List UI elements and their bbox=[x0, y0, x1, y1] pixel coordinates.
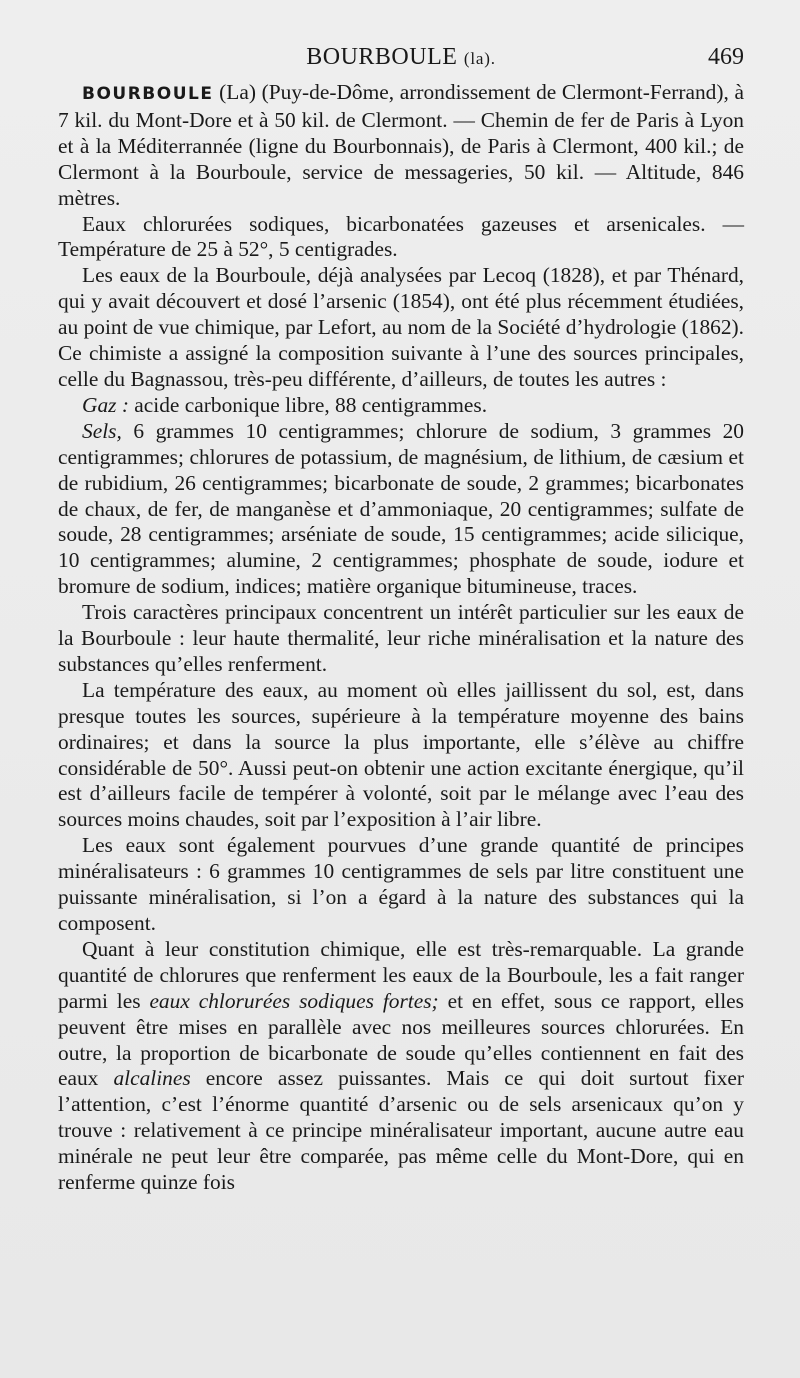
gas-text: acide carbonique libre, 88 centigrammes. bbox=[128, 392, 488, 417]
body-text bbox=[58, 80, 744, 1196]
composition-italic-2: alcalines bbox=[113, 1066, 191, 1091]
paragraph-salts bbox=[58, 419, 744, 600]
paragraph-characteristics: Trois caractères principaux concentrent un intérêt particulier sur les eaux de la Bourboule : leur haute thermalité, leur riche minéralisation et la nature des substances qu’elles renferment. bbox=[58, 600, 744, 676]
composition-text-b: et en effet, sous ce rapport, elles peuvent être mises en parallèle avec nos meilleures sources chlorurées. En outre, la proportion de bicarbonate de soude qu’elles contiennent en fait des eaux bbox=[58, 988, 745, 1091]
salts-text: 6 grammes 10 centigrammes; chlorure de sodium, 3 grammes 20 centigrammes; chlorures de potassium, de magnésium, de lithium, de cæsium et de rubidium, 26 centigrammes; bicarbonate de soude, 2 grammes; bicarbonates de chaux, de fer, de manganèse et d’ammoniaque, 20 centigrammes; sulfate de soude, 28 centigrammes; arséniate de soude, 15 centigrammes; acide silicique, 10 centigrammes; alumine, 2 centigrammes; phosphate de soude, iodure et bromure de sodium, indices; matière organique bitumineuse, traces. bbox=[58, 418, 744, 599]
paragraph-temperature: La température des eaux, au moment où elles jaillissent du sol, est, dans presque toutes les sources, supérieure à la température moyenne des bains ordinaires; et dans la source la plus importante, elle s’élève au chiffre considérable de 50°. Aussi peut-on obtenir une action excitante énergique, qu’il est d’ailleurs facile de tempérer à volonté, soit par le mélange avec l’eau des sources moins chaudes, soit par l’exposition à l’air libre. bbox=[58, 677, 744, 832]
gas-label: Gaz : bbox=[82, 392, 129, 417]
paragraph-water-type: Eaux chlorurées sodiques, bicarbonatées gazeuses et arsenicales. — Température de 25 à 52°, 5 centigrades. bbox=[58, 211, 744, 262]
entry-paragraph bbox=[58, 80, 744, 212]
composition-text-c: encore assez puissantes. Mais ce qui doit surtout fixer l’attention, c’est l’énorme quantité d’arsenic ou de sels arsenicaux qu’on y trouve : relativement à ce principe minéralisateur important, aucune autre eau minérale ne peut leur être comparée, pas même celle du Mont-Dore, qui en renferme quinze fois bbox=[58, 1066, 745, 1195]
running-header bbox=[58, 44, 744, 80]
paragraph-gas bbox=[58, 393, 744, 419]
salts-label: Sels, bbox=[82, 418, 122, 443]
paragraph-composition bbox=[58, 937, 744, 1196]
paragraph-mineralization: Les eaux sont également pourvues d’une grande quantité de principes minéralisateurs : 6 grammes 10 centigrammes de sels par litre constituent une puissante minéralisation, si l’on a égard à la nature des substances qui la composent. bbox=[58, 833, 744, 935]
running-title-suffix: (la). bbox=[463, 49, 496, 68]
paragraph-analysis: Les eaux de la Bourboule, déjà analysées par Lecoq (1828), et par Thénard, qui y avait découvert et dosé l’arsenic (1854), ont été plus récemment étudiées, au point de vue chimique, par Lefort, au nom de la Société d’hydrologie (1862). Ce chimiste a assigné la composition suivante à l’une des sources principales, celle du Bagnassou, très-peu différente, d’ailleurs, de toutes les autres : bbox=[58, 263, 744, 391]
entry-headword: BOURBOULE bbox=[82, 84, 214, 104]
running-title-text: BOURBOULE bbox=[306, 44, 458, 70]
page-number: 469 bbox=[708, 44, 744, 70]
composition-text-a: Quant à leur constitution chimique, elle est très-remarquable. La grande quantité de chlorures que renferment les eaux de la Bourboule, les a fait ranger parmi les bbox=[58, 936, 744, 1013]
entry-headword-article: (La) bbox=[219, 80, 256, 104]
composition-italic-1: eaux chlorurées sodiques fortes; bbox=[149, 988, 439, 1013]
running-title bbox=[58, 44, 744, 71]
entry-intro: (Puy-de-Dôme, arrondissement de Clermont-Ferrand), à 7 kil. du Mont-Dore et à 50 kil. de Clermont. — Chemin de fer de Paris à Lyon et à la Méditerrannée (ligne du Bourbonnais), de Paris à Clermont, 400 kil.; de Clermont à la Bourboule, service de messageries, 50 kil. — Altitude, 846 mètres. bbox=[58, 80, 744, 210]
